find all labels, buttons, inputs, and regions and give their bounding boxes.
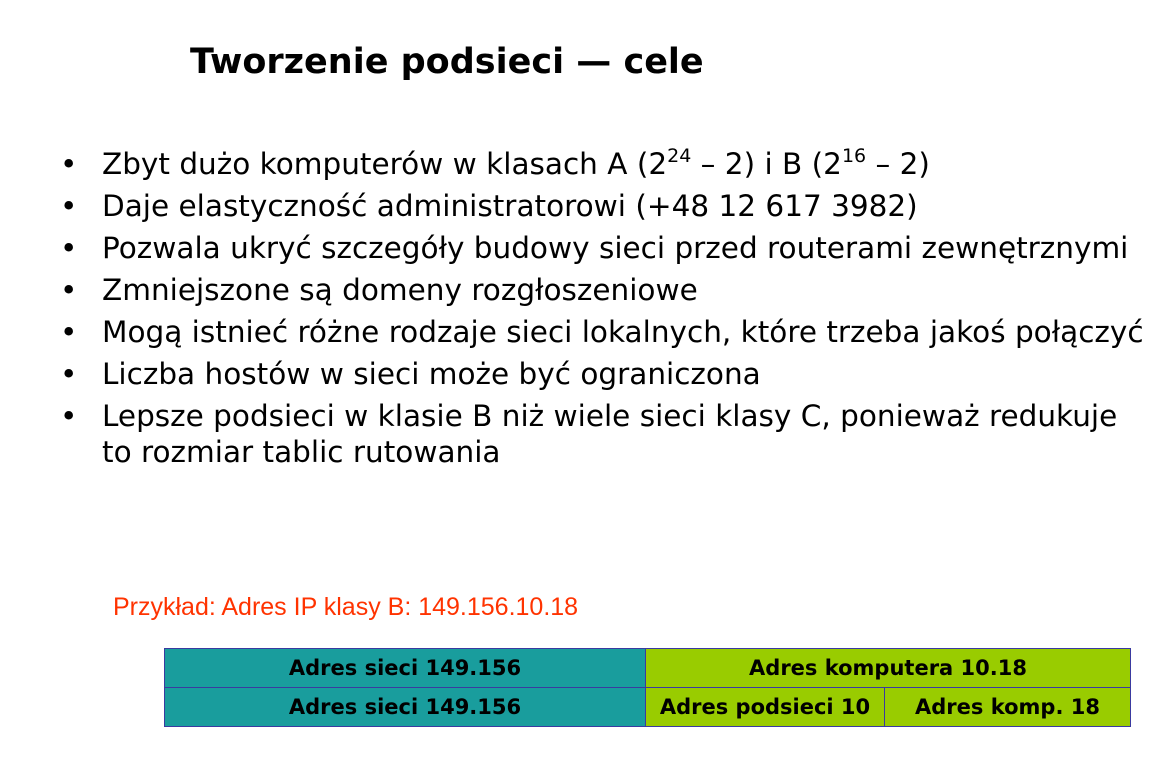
bullet-icon: • bbox=[60, 231, 78, 265]
bullet-icon: • bbox=[60, 189, 78, 223]
bullet-icon: • bbox=[60, 399, 78, 433]
bullet-text: Mogą istnieć różne rodzaje sieci lokalnych, które trzeba jakoś połączyć bbox=[102, 315, 1144, 349]
subnet-address-cell: Adres podsieci 10 bbox=[646, 688, 885, 727]
table-row bbox=[165, 688, 1131, 727]
host-address-cell: Adres komputera 10.18 bbox=[646, 649, 1131, 688]
bullet-icon: • bbox=[60, 147, 78, 181]
bullet-item-host-limit bbox=[60, 356, 1150, 392]
bullet-text: Daje elastyczność administratorowi (+48 12 617 3982) bbox=[102, 189, 918, 223]
bullet-text: Zmniejszone są domeny rozgłoszeniowe bbox=[102, 273, 698, 307]
bullet-item-class-sizes bbox=[60, 146, 1150, 182]
bullet-text: Liczba hostów w sieci może być ograniczona bbox=[102, 357, 761, 391]
bullet-item-routing-tables bbox=[60, 398, 1150, 470]
computer-address-cell: Adres komp. 18 bbox=[885, 688, 1131, 727]
bullet-item-broadcast-domains bbox=[60, 272, 1150, 308]
bullet-text: Lepsze podsieci w klasie B niż wiele sieci klasy C, ponieważ redukuje to rozmiar tablic rutowania bbox=[102, 399, 1118, 469]
bullet-icon: • bbox=[60, 357, 78, 391]
bullet-text: Zbyt dużo komputerów w klasach A $(2^{24} - 2)$ i B $(2^{16} - 2)$ bbox=[102, 145, 930, 181]
example-caption: Przykład: Adres IP klasy B: 149.156.10.18 bbox=[113, 593, 579, 621]
bullet-text: Pozwala ukryć szczegóły budowy sieci przed routerami zewnętrznymi bbox=[102, 231, 1129, 265]
exponent-24: 24 bbox=[667, 145, 692, 167]
bullet-icon: • bbox=[60, 273, 78, 307]
network-address-cell: Adres sieci 149.156 bbox=[165, 649, 646, 688]
bullet-item-lan-types bbox=[60, 314, 1150, 350]
bullet-item-flexibility bbox=[60, 188, 1150, 224]
slide-title: Tworzenie podsieci — cele bbox=[190, 42, 704, 82]
exponent-16: 16 bbox=[841, 145, 867, 167]
bullet-icon: • bbox=[60, 315, 78, 349]
address-table bbox=[164, 648, 1131, 727]
bullet-list bbox=[60, 146, 1150, 476]
table-row bbox=[165, 649, 1131, 688]
network-address-cell: Adres sieci 149.156 bbox=[165, 688, 646, 727]
bullet-item-hide-details bbox=[60, 230, 1150, 266]
